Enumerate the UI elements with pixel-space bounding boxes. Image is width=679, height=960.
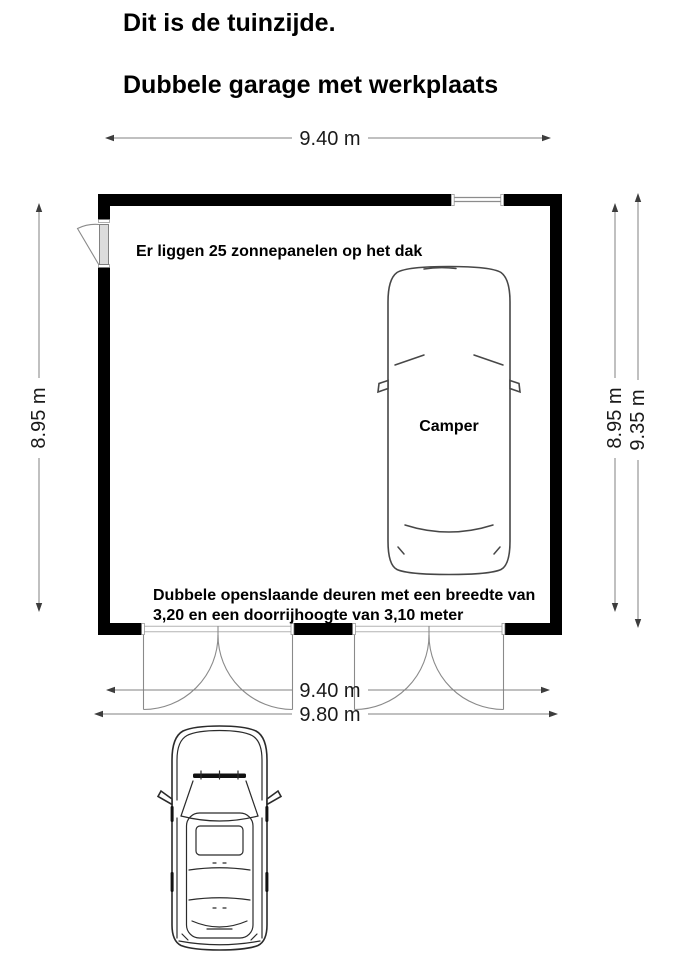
arrow-up-icon bbox=[36, 203, 42, 212]
titles bbox=[123, 9, 498, 99]
door-swing-arc bbox=[218, 635, 293, 710]
page-subtitle: Dubbele garage met werkplaats bbox=[123, 71, 499, 99]
door-jamb bbox=[98, 265, 109, 268]
door-left bbox=[78, 220, 110, 268]
page-title: Dit is de tuinzijde. bbox=[123, 9, 336, 37]
camper-mirror-left bbox=[378, 381, 388, 393]
wall-left-upper-segment bbox=[98, 194, 110, 222]
wall-bottom-middle-segment bbox=[293, 623, 354, 635]
doors-note-line2: 3,20 en een doorrijhoogte van 3,10 meter bbox=[153, 607, 464, 624]
van-mirror-right bbox=[267, 791, 281, 805]
arrow-down-icon bbox=[612, 603, 618, 612]
doors-note-line1: Dubbele openslaande deuren met een breedte van bbox=[153, 587, 536, 604]
camper-label: Camper bbox=[419, 418, 479, 435]
arrow-down-icon bbox=[635, 619, 641, 628]
arrow-right-icon bbox=[541, 687, 550, 693]
dimension-top-width bbox=[105, 128, 551, 150]
camper-mirror-right bbox=[510, 381, 520, 393]
arrow-right-icon bbox=[549, 711, 558, 717]
window-jamb bbox=[501, 194, 504, 205]
van-wheel-rear-left bbox=[171, 872, 174, 892]
door-swing-arc bbox=[144, 635, 219, 710]
door-swing-arc bbox=[355, 635, 430, 710]
camper-vehicle bbox=[378, 267, 520, 575]
wall-bottom-right-segment bbox=[504, 623, 562, 635]
solar-panels-note: Er liggen 25 zonnepanelen op het dak bbox=[136, 243, 423, 260]
van-top-view bbox=[158, 726, 281, 950]
wall-top-left-segment bbox=[98, 194, 452, 206]
dim-label-left: 8.95 m bbox=[28, 387, 50, 449]
dim-label-right-inner: 8.95 m bbox=[604, 387, 626, 449]
door-jamb bbox=[98, 220, 109, 223]
door-leaf bbox=[100, 225, 109, 265]
dimension-right-inner-height bbox=[604, 203, 626, 612]
door-jamb bbox=[502, 623, 505, 634]
door-swing-arc bbox=[429, 635, 504, 710]
window-jamb bbox=[451, 194, 454, 205]
van-wheel-rear-right bbox=[265, 872, 268, 892]
van-mirror-left bbox=[158, 791, 172, 805]
dim-label-right-outer: 9.35 m bbox=[627, 389, 649, 451]
arrow-left-icon bbox=[105, 135, 114, 141]
arrow-up-icon bbox=[635, 193, 641, 202]
window-top bbox=[451, 194, 503, 205]
van-wheel-front-left bbox=[171, 806, 174, 822]
dim-label-bottom-outer: 9.80 m bbox=[299, 704, 361, 726]
wall-bottom-left-segment bbox=[98, 623, 143, 635]
arrow-left-icon bbox=[94, 711, 103, 717]
arrow-down-icon bbox=[36, 603, 42, 612]
dim-label-top: 9.40 m bbox=[299, 128, 361, 150]
door-jamb bbox=[291, 623, 294, 634]
door-swing-arc bbox=[78, 224, 100, 265]
dim-label-bottom-inner: 9.40 m bbox=[299, 680, 361, 702]
door-jamb bbox=[353, 623, 356, 634]
van-wheel-front-right bbox=[265, 806, 268, 822]
arrow-left-icon bbox=[106, 687, 115, 693]
dimension-bottom-inner-width bbox=[106, 680, 550, 702]
wall-left-lower-segment bbox=[98, 265, 110, 635]
dimension-left-height bbox=[28, 203, 50, 612]
dimension-right-outer-height bbox=[627, 193, 649, 628]
arrow-right-icon bbox=[542, 135, 551, 141]
door-jamb bbox=[142, 623, 145, 634]
arrow-up-icon bbox=[612, 203, 618, 212]
wall-right bbox=[550, 194, 562, 635]
